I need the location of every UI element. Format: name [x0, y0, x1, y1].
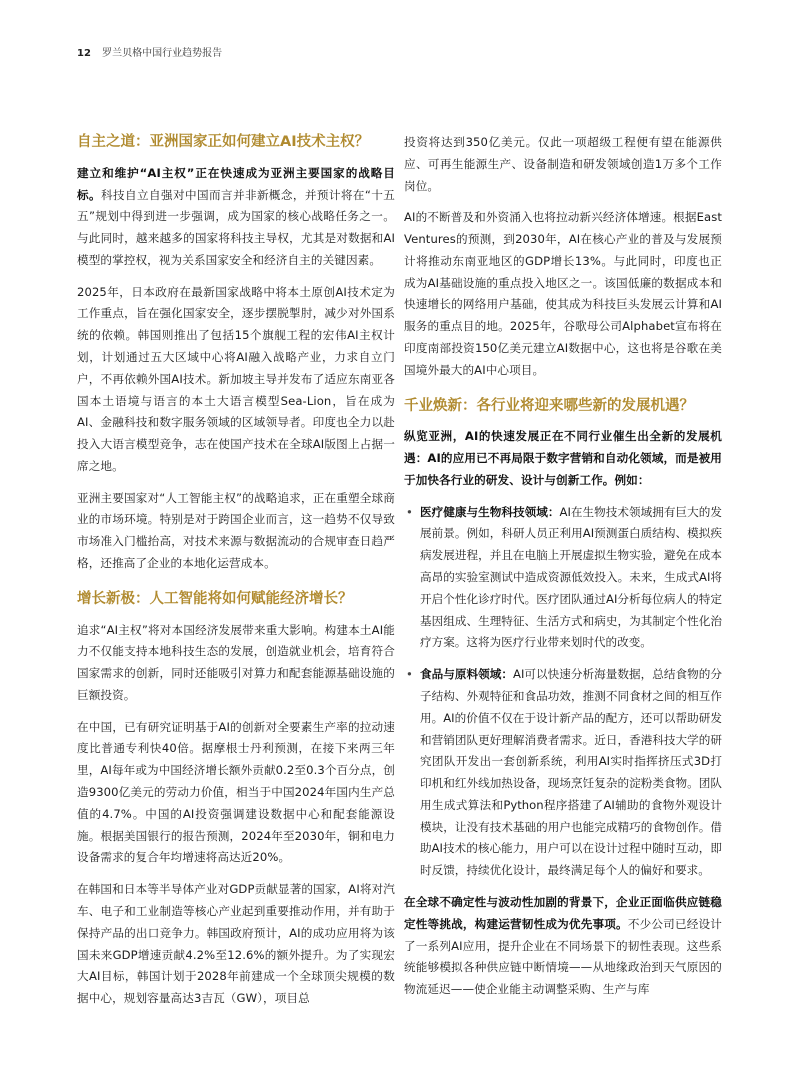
- paragraph: 在韩国和日本等半导体产业对GDP贡献显著的国家，AI将对汽车、电子和工业制造等核心产业起到重要推动作用，并有助于保持产品的出口竞争力。韩国政府预计，AI的成功应用将为该国未来GDP增速贡献4.2%至12.6%的额外提升。为了实现宏大AI目标，韩国计划于2028年前建成一个全球顶尖规模的数据中心，规划容量高达3吉瓦（GW），项目总: [77, 882, 395, 1006]
- paragraph-text: 科技自立自强对中国而言并非新概念，并预计将在“十五五”规划中得到进一步强调，成为国家的核心战略任务之一。与此同时，越来越多的国家将科技主导权，尤其是对数据和AI模型的掌控权，视为关系国家安全和经济自主的关键因素。: [77, 187, 395, 267]
- paragraph: 2025年，日本政府在最新国家战略中将本土原创AI技术定为工作重点，旨在强化国家安全，逐步摆脱掣肘，减少对外国系统的依赖。韩国则推出了包括15个旗舰工程的宏伟AI主权计划，计划通过五大区域中心将AI融入战略产业，力求自立门户，不再依赖外国AI技术。新加坡主导并发布了适应东南亚各国本土语境与语言的本土大语言模型Sea-Lion，旨在成为AI、金融科技和数字服务领域的区域领导者。印度也全力以赴投入大语言模型竞争，志在使国产技术在全球AI版图上占据一席之地。: [77, 284, 395, 473]
- list-item: [404, 664, 722, 882]
- paragraph-text: 不少公司已经设计了一系列AI应用，提升企业在不同场景下的韧性表现。这些系统能够模拟各种供应链中断情境——从地缘政治到天气原因的物流延迟——使企业能主动调整采购、生产与库: [404, 916, 722, 997]
- paragraph: AI的不断普及和外资涌入也将拉动新兴经济体增速。根据East Ventures的预测，到2030年，AI在核心产业的普及与发展预计将推动东南亚地区的GDP增长13%。与此同时，印度也正成为AI基础设施的重点投入地区之一。该国低廉的数据成本和快速增长的网络用户基础，使其成为科技巨头发展云计算和AI服务的重点目的地。2025年，谷歌母公司Alphabet宣布将在印度南部投资150亿美元建立AI数据中心，这也将是谷歌在美国境外最大的AI中心项目。: [404, 210, 722, 377]
- right-column: [404, 132, 722, 1011]
- section-heading-ai-sovereignty: 自主之道：亚洲国家正如何建立AI技术主权？: [77, 134, 370, 150]
- bullet-list: [404, 502, 722, 882]
- section-heading-industries: 千业焕新：各行业将迎来哪些新的发展机遇？: [404, 397, 694, 414]
- report-title: 罗兰贝格中国行业趋势报告: [102, 48, 223, 59]
- list-item-text: AI可以快速分析海量数据，总结食物的分子结构、外观特征和食品功效，推测不同食材之间的相互作用。AI的价值不仅在于设计新产品的配方，还可以帮助研发和营销团队更好理解消费者需求。近日，香港科技大学的研究团队开发出一套创新系统，利用AI实时指挥挤压式3D打印机和红外线加热设备，现场烹饪复杂的淀粉类食物。团队用生成式算法和Python程序搭建了AI辅助的食物外观设计模块，让没有技术基础的用户也能完成精巧的食物创作。借助AI技术的核心能力，用户可以在设计过程中随时互动，即时反馈，持续优化设计，最终满足每个人的偏好和要求。: [420, 667, 722, 878]
- list-item: [404, 502, 722, 654]
- left-column: [77, 132, 395, 1020]
- paragraph: [404, 892, 722, 1001]
- page-header: [77, 44, 222, 59]
- section-heading-growth: 增长新极：人工智能将如何赋能经济增长？: [77, 590, 353, 607]
- paragraph: 亚洲主要国家对“人工智能主权”的战略追求，正在重塑全球商业的市场环境。特别是对于跨国企业而言，这一趋势不仅导致市场准入门槛抬高，对技术来源与数据流动的合规审查日趋严格，还推高了企业的本地化运营成本。: [77, 490, 395, 571]
- page-number: 12: [77, 48, 91, 59]
- bold-lead: 纵览亚洲，AI的快速发展正在不同行业催生出全新的发展机遇：AI的应用已不再局限于数字营销和自动化领域，而是被用于加快各行业的研发、设计与创新工作。例如：: [404, 429, 722, 487]
- bullet-dot: •: [406, 667, 413, 682]
- list-item-text: AI在生物技术领域拥有巨大的发展前景。例如，科研人员正利用AI预测蛋白质结构、模拟疾病发展进程，并且在电脑上开展虚拟生物实验，避免在成本高昂的实验室测试中造成资源低效投入。未来，生成式AI将开启个性化诊疗时代。医疗团队通过AI分析每位病人的特定基因组成、生理特征、生活方式和病史，为其制定个性化治疗方案。这将为医疗行业带来划时代的改变。: [420, 504, 722, 650]
- paragraph: 追求“AI主权”将对本国经济发展带来重大影响。构建本土AI能力不仅能支持本地科技生态的发展，创造就业机会，培育符合国家需求的创新，同时还能吸引对算力和配套能源基础设施的巨额投资。: [77, 622, 395, 702]
- list-item-lead: 医疗健康与生物科技领域：: [420, 504, 560, 519]
- paragraph: 在中国，已有研究证明基于AI的创新对全要素生产率的拉动速度比普通专利快40倍。据摩根士丹利预测，在接下来两三年里，AI每年或为中国经济增长额外贡献0.2至0.3个百分点，创造9300亿美元的劳动力价值，相当于中国2024年国内生产总值的4.7%。中国的AI投资强调建设数据中心和配套能源设施。根据美国银行的报告预测，2024年至2030年，铜和电力设备需求的复合年均增速将高达近20%。: [77, 719, 395, 865]
- bold-lead: 在全球不确定性与波动性加剧的背景下，企业正面临供应链稳定性等挑战，构建运营韧性成为优先事项。: [404, 894, 722, 931]
- paragraph: [77, 163, 395, 272]
- list-item-lead: 食品与原料领域：: [420, 667, 514, 682]
- bullet-dot: •: [406, 504, 413, 519]
- bold-lead: 建立和维护“AI主权”正在快速成为亚洲主要国家的战略目标。: [77, 165, 395, 202]
- paragraph: [404, 426, 722, 491]
- paragraph: 投资将达到350亿美元。仅此一项超级工程便有望在能源供应、可再生能源生产、设备制造和研发领域创造1万多个工作岗位。: [404, 135, 722, 193]
